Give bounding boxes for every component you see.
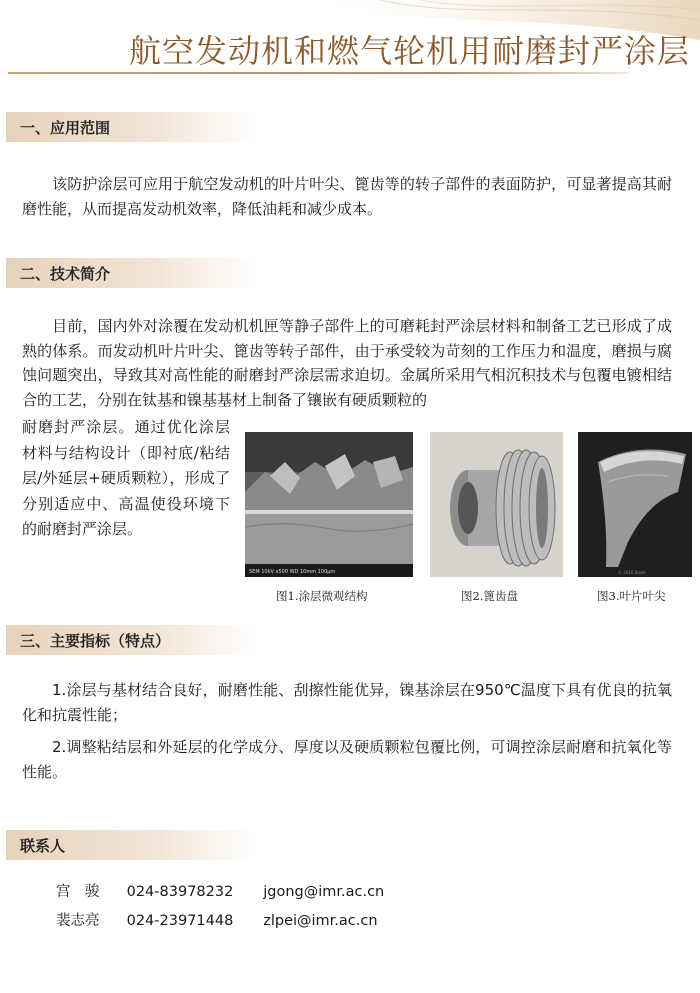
page-title: 航空发动机和燃气轮机用耐磨封严涂层 <box>128 32 690 70</box>
contact-name: 宫 骏 <box>56 884 100 900</box>
figure-2-caption: 图2.篦齿盘 <box>461 589 518 603</box>
tech-text-top: 目前，国内外对涂覆在发动机机匣等静子部件上的可磨耗封严涂层材料和制备工艺已形成了成熟的体系。而发动机叶片叶尖、篦齿等转子部件，由于承受较为苛刻的工作压力和温度，磨损与腐蚀问题突出，导致其对高性能的耐磨封严涂层需求迫切。金属所采用气相沉积技术与包覆电镀相结合的工艺，分别在钛基和镍基基材上制备了镶嵌有硬质颗粒的 <box>22 317 672 409</box>
contact-phone: 024-83978232 <box>126 884 234 900</box>
svg-text:© 2016 blade: © 2016 blade <box>618 570 646 575</box>
indicator-text-2: 2.调整粘结层和外延层的化学成分、厚度以及硬质颗粒包覆比例，可调控涂层耐磨和抗氧化等性能。 <box>22 738 672 781</box>
contact-row <box>56 909 378 930</box>
scope-text: 该防护涂层可应用于航空发动机的叶片叶尖、篦齿等的转子部件的表面防护，可显著提高其耐磨性能，从而提高发动机效率，降低油耗和减少成本。 <box>22 175 672 218</box>
contact-phone: 024-23971448 <box>126 913 234 929</box>
contact-row <box>56 880 384 901</box>
section-heading-text: 一、应用范围 <box>20 119 111 137</box>
title-underline <box>8 72 628 74</box>
contact-email[interactable]: jgong@imr.ac.cn <box>263 884 385 900</box>
labyrinth-disc-icon <box>430 432 563 577</box>
section-heading-tech <box>6 258 256 288</box>
tech-text-side: 耐磨封严涂层。通过优化涂层材料与结构设计（即衬底/粘结层/外延层+硬质颗粒），形成了分别适应中、高温使役环境下的耐磨封严涂层。 <box>22 418 230 538</box>
figure-3-caption: 图3.叶片叶尖 <box>597 589 666 603</box>
figure-labyrinth-disc <box>430 432 563 577</box>
figure-sem-micrograph <box>245 432 413 577</box>
section-heading-scope <box>6 112 256 142</box>
tech-side-paragraph <box>22 415 230 543</box>
scope-paragraph <box>22 172 672 221</box>
section-heading-indicators <box>6 625 256 655</box>
section-heading-text: 联系人 <box>20 837 66 855</box>
figure-blade-tip <box>578 432 692 577</box>
svg-text:SEM 10kV x500 WD 10mm 100μm: SEM 10kV x500 WD 10mm 100μm <box>249 569 336 575</box>
indicator-item-2 <box>22 735 672 784</box>
figure-1-caption: 图1.涂层微观结构 <box>276 589 368 603</box>
sem-micrograph-icon <box>245 432 413 577</box>
blade-tip-icon <box>578 432 692 577</box>
indicator-text-1: 1.涂层与基材结合良好，耐磨性能、刮擦性能优异，镍基涂层在950℃温度下具有优良的抗氧化和抗震性能； <box>22 681 672 724</box>
contact-name: 裴志亮 <box>56 913 100 929</box>
section-heading-contact <box>6 830 256 860</box>
indicator-item-1 <box>22 678 672 727</box>
contact-email[interactable]: zlpei@imr.ac.cn <box>263 913 378 929</box>
tech-paragraph <box>22 314 672 412</box>
section-heading-text: 三、主要指标（特点） <box>20 632 171 650</box>
section-heading-text: 二、技术简介 <box>20 265 111 283</box>
